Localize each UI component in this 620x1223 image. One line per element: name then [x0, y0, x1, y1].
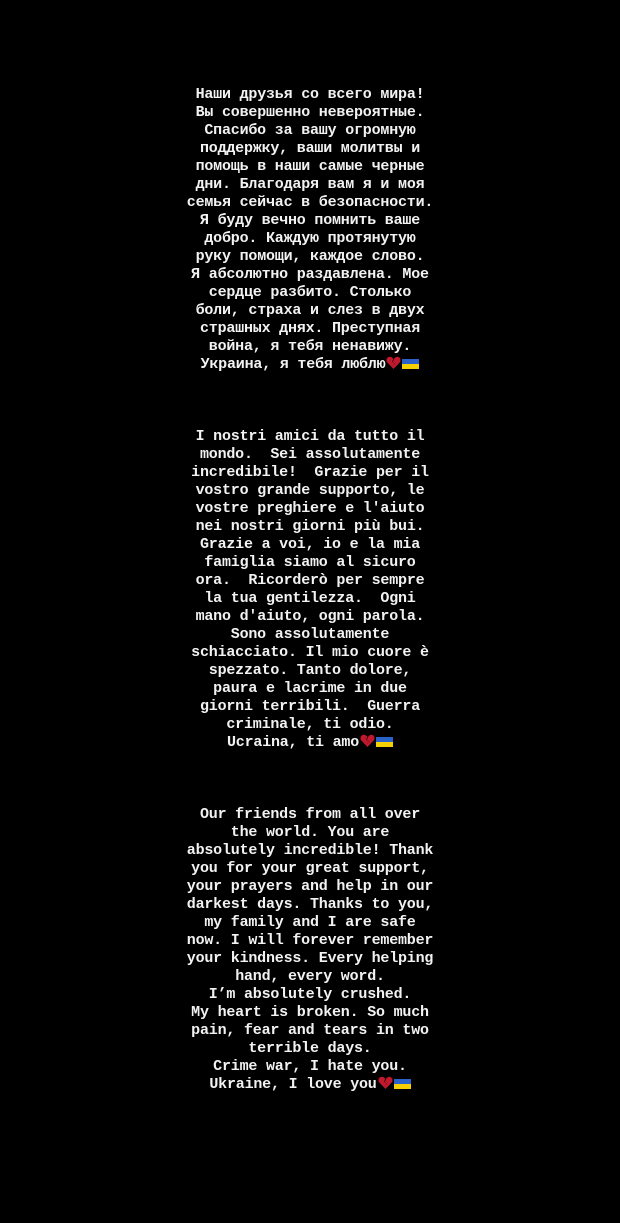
line-text: Grazie a voi, io e la mia [199, 536, 421, 553]
line-text: schiacciato. Il mio cuore è [191, 644, 429, 661]
line-text: darkest days. Thanks to you, [186, 896, 434, 913]
italian-line [0, 716, 620, 734]
line-text: война, я тебя ненавижу. [208, 338, 412, 355]
line-text: I’m absolutely crushed. [208, 986, 412, 1003]
italian-line [0, 518, 620, 536]
line-text: My heart is broken. So much [191, 1004, 429, 1021]
line-text: Ukraine, I love you [209, 1076, 377, 1093]
line-text: страшных днях. Преступная [199, 320, 421, 337]
english-text-block [0, 806, 620, 1096]
line-text: Украина, я тебя люблю [200, 356, 386, 373]
russian-line [0, 320, 620, 338]
english-line [0, 968, 620, 986]
russian-line [0, 122, 620, 140]
line-text: добро. Каждую протянутую [204, 230, 416, 247]
italian-line [0, 500, 620, 518]
russian-line [0, 338, 620, 356]
ukraine-flag-icon [376, 736, 393, 754]
italian-line [0, 734, 620, 754]
broken-heart-icon [386, 356, 401, 376]
broken-heart-icon [378, 1076, 393, 1096]
line-text: боли, страха и слез в двух [195, 302, 425, 319]
english-line [0, 986, 620, 1004]
russian-line [0, 104, 620, 122]
english-line [0, 860, 620, 878]
italian-line [0, 554, 620, 572]
line-text: vostre preghiere e l'aiuto [195, 500, 425, 517]
italian-line [0, 536, 620, 554]
line-text: Вы совершенно невероятные. [195, 104, 425, 121]
line-text: spezzato. Tanto dolore, [208, 662, 412, 679]
line-text: Sono assolutamente [230, 626, 390, 643]
line-text: Я абсолютно раздавлена. Мое [191, 266, 429, 283]
english-line [0, 806, 620, 824]
ukraine-flag-icon [394, 1078, 411, 1096]
line-text: mano d'aiuto, ogni parola. [195, 608, 425, 625]
line-text: giorni terribili. Guerra [199, 698, 421, 715]
italian-line [0, 698, 620, 716]
italian-line [0, 626, 620, 644]
line-text: nei nostri giorni più bui. [195, 518, 425, 535]
line-text: I nostri amici da tutto il [195, 428, 425, 445]
line-text: now. I will forever remember [186, 932, 434, 949]
line-text: your kindness. Every helping [186, 950, 434, 967]
italian-line [0, 590, 620, 608]
line-text: mondo. Sei assolutamente [199, 446, 421, 463]
russian-line [0, 212, 620, 230]
english-line [0, 950, 620, 968]
english-line [0, 932, 620, 950]
italian-line [0, 644, 620, 662]
line-text: criminale, ti odio. [226, 716, 394, 733]
italian-line [0, 662, 620, 680]
line-text: ora. Ricorderò per sempre [195, 572, 425, 589]
ukraine-flag-icon [402, 358, 419, 376]
english-line [0, 1004, 620, 1022]
english-line [0, 1076, 620, 1096]
russian-line [0, 266, 620, 284]
line-text: семья сейчас в безопасности. [186, 194, 434, 211]
line-text: famiglia siamo al sicuro [204, 554, 416, 571]
english-line [0, 1058, 620, 1076]
english-line [0, 1040, 620, 1058]
russian-line [0, 302, 620, 320]
russian-line [0, 158, 620, 176]
line-text: поддержку, ваши молитвы и [199, 140, 421, 157]
italian-line [0, 608, 620, 626]
italian-line [0, 680, 620, 698]
russian-line [0, 194, 620, 212]
line-text: Спасибо за вашу огромную [204, 122, 416, 139]
line-text: paura e lacrime in due [213, 680, 407, 697]
russian-text-block [0, 86, 620, 376]
italian-text-block [0, 428, 620, 754]
line-text: дни. Благодаря вам я и моя [195, 176, 425, 193]
line-text: incredibile! Grazie per il [191, 464, 429, 481]
italian-line [0, 572, 620, 590]
russian-line [0, 230, 620, 248]
russian-line [0, 176, 620, 194]
italian-line [0, 464, 620, 482]
italian-line [0, 482, 620, 500]
line-text: pain, fear and tears in two [191, 1022, 429, 1039]
line-text: the world. You are [230, 824, 390, 841]
english-line [0, 896, 620, 914]
line-text: Crime war, I hate you. [213, 1058, 407, 1075]
line-text: hand, every word. [235, 968, 385, 985]
line-text: vostro grande supporto, le [195, 482, 425, 499]
russian-line [0, 248, 620, 266]
line-text: my family and I are safe [204, 914, 416, 931]
english-line [0, 842, 620, 860]
russian-line [0, 284, 620, 302]
russian-line [0, 356, 620, 376]
line-text: you for your great support, [191, 860, 429, 877]
line-text: руку помощи, каждое слово. [195, 248, 425, 265]
line-text: Ucraina, ti amo [226, 734, 360, 751]
english-line [0, 878, 620, 896]
english-line [0, 824, 620, 842]
broken-heart-icon [360, 734, 375, 754]
italian-line [0, 428, 620, 446]
line-text: Я буду вечно помнить ваше [199, 212, 421, 229]
italian-line [0, 446, 620, 464]
line-text: помощь в наши самые черные [195, 158, 425, 175]
line-text: Our friends from all over [199, 806, 421, 823]
line-text: la tua gentilezza. Ogni [204, 590, 416, 607]
line-text: absolutely incredible! Thank [186, 842, 434, 859]
russian-line [0, 86, 620, 104]
line-text: Наши друзья со всего мира! [195, 86, 425, 103]
english-line [0, 914, 620, 932]
line-text: сердце разбито. Столько [208, 284, 412, 301]
english-line [0, 1022, 620, 1040]
line-text: your prayers and help in our [186, 878, 434, 895]
russian-line [0, 140, 620, 158]
line-text: terrible days. [248, 1040, 372, 1057]
